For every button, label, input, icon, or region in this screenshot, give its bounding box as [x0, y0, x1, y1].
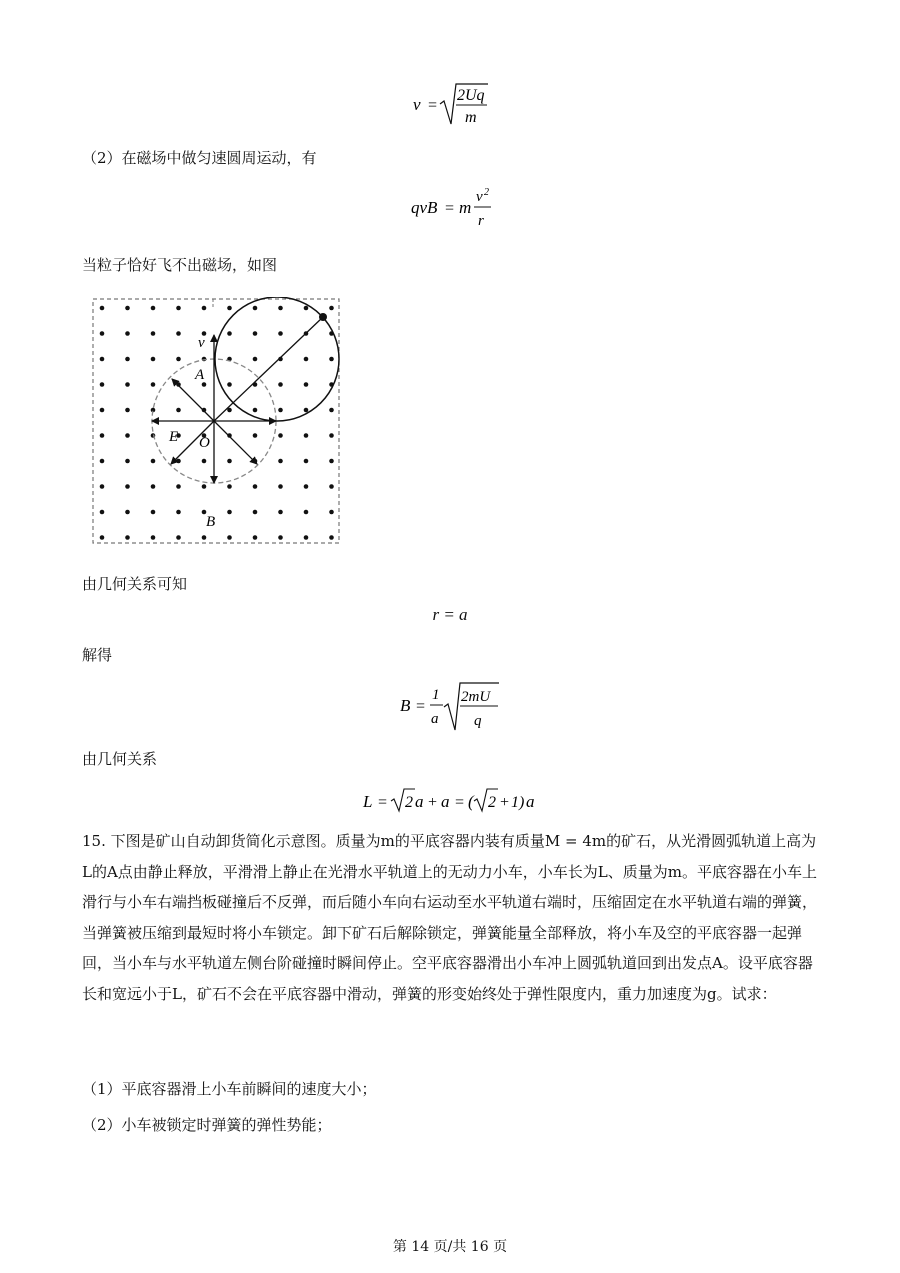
field-dot — [329, 408, 334, 413]
svg-text:a: a — [431, 711, 439, 727]
field-dot — [151, 459, 156, 464]
field-dot — [253, 484, 258, 489]
svg-text:=: = — [415, 698, 426, 715]
field-dot — [329, 484, 334, 489]
field-dot — [100, 382, 105, 387]
part2-intro: （2）在磁场中做匀速圆周运动，有 — [82, 149, 317, 167]
field-dot — [278, 408, 283, 413]
field-dot — [329, 535, 334, 540]
field-dot — [278, 382, 283, 387]
just-escape-text: 当粒子恰好飞不出磁场，如图 — [82, 256, 278, 274]
field-dot — [125, 535, 130, 540]
field-dot — [329, 510, 334, 515]
svg-text:L: L — [363, 792, 373, 811]
field-dot — [125, 433, 130, 438]
field-dot — [278, 433, 283, 438]
field-dot — [202, 306, 207, 311]
svg-text:v: v — [413, 95, 421, 114]
svg-text:2: 2 — [488, 794, 496, 811]
field-dot — [100, 459, 105, 464]
field-dot — [227, 382, 232, 387]
field-dot — [151, 510, 156, 515]
escape-point — [319, 313, 327, 321]
field-dot — [151, 331, 156, 336]
magnetic-field-figure — [92, 297, 342, 547]
svg-text:1: 1 — [432, 687, 440, 703]
svg-text:=: = — [377, 794, 388, 811]
field-dot — [278, 535, 283, 540]
field-dot — [253, 510, 258, 515]
field-dot — [304, 484, 309, 489]
field-dot — [125, 382, 130, 387]
problem-number: 15. — [82, 832, 106, 850]
field-dot — [304, 510, 309, 515]
svg-text:r: r — [478, 213, 484, 229]
equation-v-svg — [0, 80, 900, 130]
field-dot — [100, 306, 105, 311]
field-dot — [304, 306, 309, 311]
svg-text:m: m — [459, 198, 472, 217]
field-dot — [253, 408, 258, 413]
field-dot — [304, 433, 309, 438]
equation-v — [0, 80, 900, 130]
field-dot — [253, 357, 258, 362]
field-dot — [151, 535, 156, 540]
field-dot — [278, 484, 283, 489]
label-E: E — [169, 429, 179, 445]
svg-text:=: = — [444, 200, 455, 217]
field-dot — [278, 306, 283, 311]
field-dot — [176, 459, 181, 464]
equation-r: r = a — [432, 605, 468, 624]
question-1: （1）平底容器滑上小车前瞬间的速度大小； — [82, 1080, 377, 1098]
field-dot — [125, 484, 130, 489]
svg-text:qvB: qvB — [411, 198, 438, 217]
problem-15 — [82, 826, 822, 1009]
svg-text:+: + — [499, 794, 510, 811]
field-dot — [227, 331, 232, 336]
field-dot — [176, 357, 181, 362]
field-dot — [278, 459, 283, 464]
page-number: 第 14 页/共 16 页 — [392, 1239, 508, 1255]
field-dot — [100, 484, 105, 489]
svg-text:2: 2 — [484, 187, 489, 198]
field-dot — [329, 433, 334, 438]
field-dot — [151, 357, 156, 362]
label-B: B — [206, 514, 216, 530]
field-dot — [253, 331, 258, 336]
field-dot — [125, 459, 130, 464]
field-dot — [100, 510, 105, 515]
field-dot — [176, 408, 181, 413]
field-dot — [125, 306, 130, 311]
equation-L — [0, 785, 900, 819]
field-dot — [151, 306, 156, 311]
field-dot — [253, 535, 258, 540]
svg-text:1): 1) — [511, 794, 525, 811]
field-dot — [125, 357, 130, 362]
field-dot — [100, 331, 105, 336]
field-dot — [227, 459, 232, 464]
field-dot — [176, 535, 181, 540]
field-dot — [176, 306, 181, 311]
field-dot — [227, 484, 232, 489]
problem-text: 下图是矿山自动卸货简化示意图。质量为m的平底容器内装有质量M = 4m的矿石，从光滑圆弧轨道上高为L的A点由静止释放，平滑滑上静止在光滑水平轨道上的无动力小车，小车长为L、质量为m。平底容器在小车上滑行与小车右端挡板碰撞后不反弹，而后随小车向右运动至水平轨道右端时，压缩固定在水平轨道右端的弹簧，当弹簧被压缩到最短时将小车锁定。卸下矿石后解除锁定，弹簧能量全部释放，将小车及空的平底容器一起弹回，当小车与水平轨道左侧台阶碰撞时瞬间停止。空平底容器滑出小车冲上圆弧轨道回到出发点A。设平底容器长和宽远小于L，矿石不会在平底容器中滑动，弹簧的形变始终处于弹性限度内，重力加速度为g。试求： — [82, 832, 818, 1003]
svg-text:a: a — [415, 792, 424, 811]
geometry-text: 由几何关系 — [82, 750, 158, 768]
svg-text:2mU: 2mU — [461, 689, 491, 705]
field-dot — [202, 459, 207, 464]
label-v: v — [198, 335, 205, 351]
field-dot — [278, 331, 283, 336]
field-dot — [278, 510, 283, 515]
field-dot — [304, 535, 309, 540]
field-dot — [176, 484, 181, 489]
label-O: O — [199, 435, 210, 451]
svg-text:a: a — [526, 792, 535, 811]
field-dot — [304, 382, 309, 387]
field-dot — [253, 433, 258, 438]
svg-text:v: v — [476, 189, 483, 205]
field-dot — [176, 331, 181, 336]
field-dot — [253, 306, 258, 311]
field-dot — [227, 535, 232, 540]
field-dot — [304, 357, 309, 362]
field-dot — [202, 535, 207, 540]
field-dot — [125, 510, 130, 515]
field-dot — [227, 306, 232, 311]
solve-text: 解得 — [82, 646, 113, 664]
field-dot — [329, 306, 334, 311]
field-dot — [100, 357, 105, 362]
svg-text:=: = — [454, 794, 465, 811]
svg-text:m: m — [465, 109, 477, 126]
question-2: （2）小车被锁定时弹簧的弹性势能； — [82, 1116, 332, 1134]
field-dot — [125, 408, 130, 413]
svg-text:a: a — [441, 792, 450, 811]
field-dot — [329, 459, 334, 464]
field-dot — [329, 357, 334, 362]
field-dot — [304, 459, 309, 464]
svg-text:B: B — [400, 696, 411, 715]
svg-text:2: 2 — [405, 794, 413, 811]
field-dot — [202, 484, 207, 489]
svg-text:q: q — [474, 713, 482, 729]
svg-text:(: ( — [468, 792, 474, 811]
field-dot — [151, 382, 156, 387]
svg-text:2Uq: 2Uq — [457, 87, 485, 104]
geometry-know-text: 由几何关系可知 — [82, 575, 188, 593]
equation-B — [0, 675, 900, 735]
velocity-arrows — [152, 335, 276, 483]
field-dot — [100, 535, 105, 540]
field-dot — [227, 510, 232, 515]
field-dot — [304, 408, 309, 413]
label-A: A — [195, 367, 205, 383]
field-dot — [100, 408, 105, 413]
svg-text:+: + — [427, 794, 438, 811]
field-dot — [151, 484, 156, 489]
equation-force — [0, 185, 900, 233]
field-dot — [176, 510, 181, 515]
svg-text:=: = — [427, 97, 438, 114]
field-dot — [100, 433, 105, 438]
field-dot — [125, 331, 130, 336]
